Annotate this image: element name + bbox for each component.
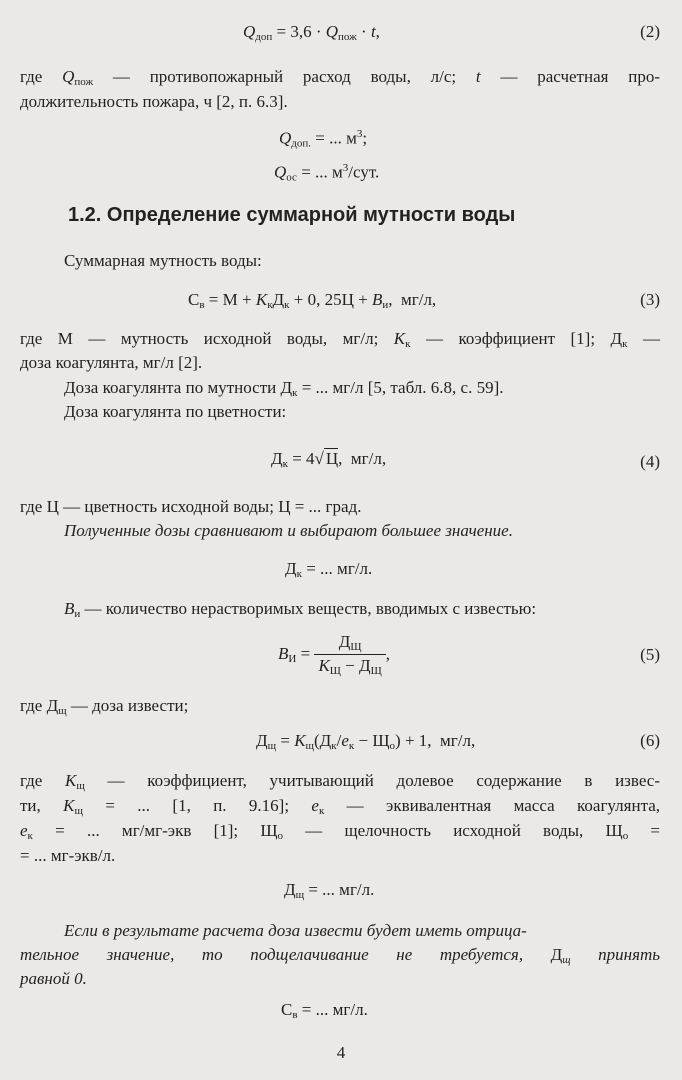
paragraph-2-line-3: Доза коагулянта по мутности $Д_к$ = ... мг/л [5, табл. 6.8, с. 59]. xyxy=(64,378,504,399)
paragraph-7-line-1: Если в результате расчета доза извести будет иметь отрица- xyxy=(64,921,527,940)
equation-6: $Д_щ = K_щ(Д_к/e_к - Щ_о) + 1$, мг/л, xyxy=(256,731,476,752)
equation-5-number: (5) xyxy=(640,645,660,664)
paragraph-7-line-3: равной 0. xyxy=(20,969,87,988)
paragraph-6-line-3: $e_к$ = ... мг/мг-экв [1]; $Щ_о$ — щелочность исходной воды, $Щ_о$ = xyxy=(20,821,661,842)
result-c-v: $С_в$ = ... мг/л. xyxy=(281,1000,368,1021)
paragraph-3-line-1: где Ц — цветность исходной воды; Ц = ... град. xyxy=(20,497,362,516)
paragraph-3-line-2: Полученные дозы сравнивают и выбирают большее значение. xyxy=(64,521,513,540)
equation-5: $B_И$ = $\frac{Д_Щ}{K_Щ - Д_Щ}$ , xyxy=(278,632,390,677)
paragraph-6-line-4: = ... мг-экв/л. xyxy=(20,846,116,865)
paragraph-1-line-1: где $Q_{пож}$ — противопожарный расход воды, л/с; t — расчетная про- xyxy=(20,67,661,88)
paragraph-4-line-1: $В_и$ — количество нерастворимых веществ, вводимых с известью: xyxy=(64,599,537,620)
equation-4: $Д_к = 4√$ Ц, мг/л, xyxy=(271,449,387,470)
equation-6-number: (6) xyxy=(640,731,660,750)
paragraph-6-line-2: ти, $K_щ$ = ... [1, п. 9.16]; $e_к$ — эквивалентная масса коагулянта, xyxy=(20,796,660,817)
paragraph-5-line-1: где $Д_щ$ — доза извести; xyxy=(20,696,189,717)
result-q-dop: $Q_{доп.}$ = ... $м^3$; xyxy=(279,128,368,150)
result-q-os: $Q_{ос}$ = ... $м^3$/сут. xyxy=(274,162,380,184)
paragraph-1-line-2: должительность пожара, ч [2, п. 6.3]. xyxy=(20,92,288,111)
paragraph-6-line-1: где $K_щ$ — коэффициент, учитывающий долевое содержание в извес- xyxy=(20,771,660,792)
equation-2: $Q_{доп} = 3,6 \cdot Q_{пож} \cdot t$, xyxy=(243,22,380,43)
paragraph-2-line-2: доза коагулянта, мг/л [2]. xyxy=(20,353,203,372)
section-heading: 1.2. Определение суммарной мутности воды xyxy=(68,204,516,226)
equation-3: $С_в = М + K_кД_к + 0$, $25Ц + В_и$, мг/л, xyxy=(188,290,437,311)
equation-3-number: (3) xyxy=(640,290,660,309)
equation-4-number: (4) xyxy=(640,452,660,471)
equation-5-fraction: $\frac{Д_Щ}{K_Щ - Д_Щ}$ xyxy=(314,632,385,677)
paragraph-2-line-1: где М — мутность исходной воды, мг/л; $K_к$ — коэффициент [1]; $Д_к$ — xyxy=(20,329,660,350)
intro-text: Суммарная мутность воды: xyxy=(64,251,262,270)
paragraph-2-line-4: Доза коагулянта по цветности: xyxy=(64,402,287,421)
result-d-sch: $Д_щ$ = ... мг/л. xyxy=(284,880,375,901)
result-d-k: $Д_к$ = ... мг/л. xyxy=(285,559,373,580)
paragraph-7-line-2: тельное значение, то подщелачивание не требуется, $Д_щ$ принять xyxy=(20,945,660,966)
page-number: 4 xyxy=(336,1043,346,1062)
equation-2-number: (2) xyxy=(640,22,660,41)
